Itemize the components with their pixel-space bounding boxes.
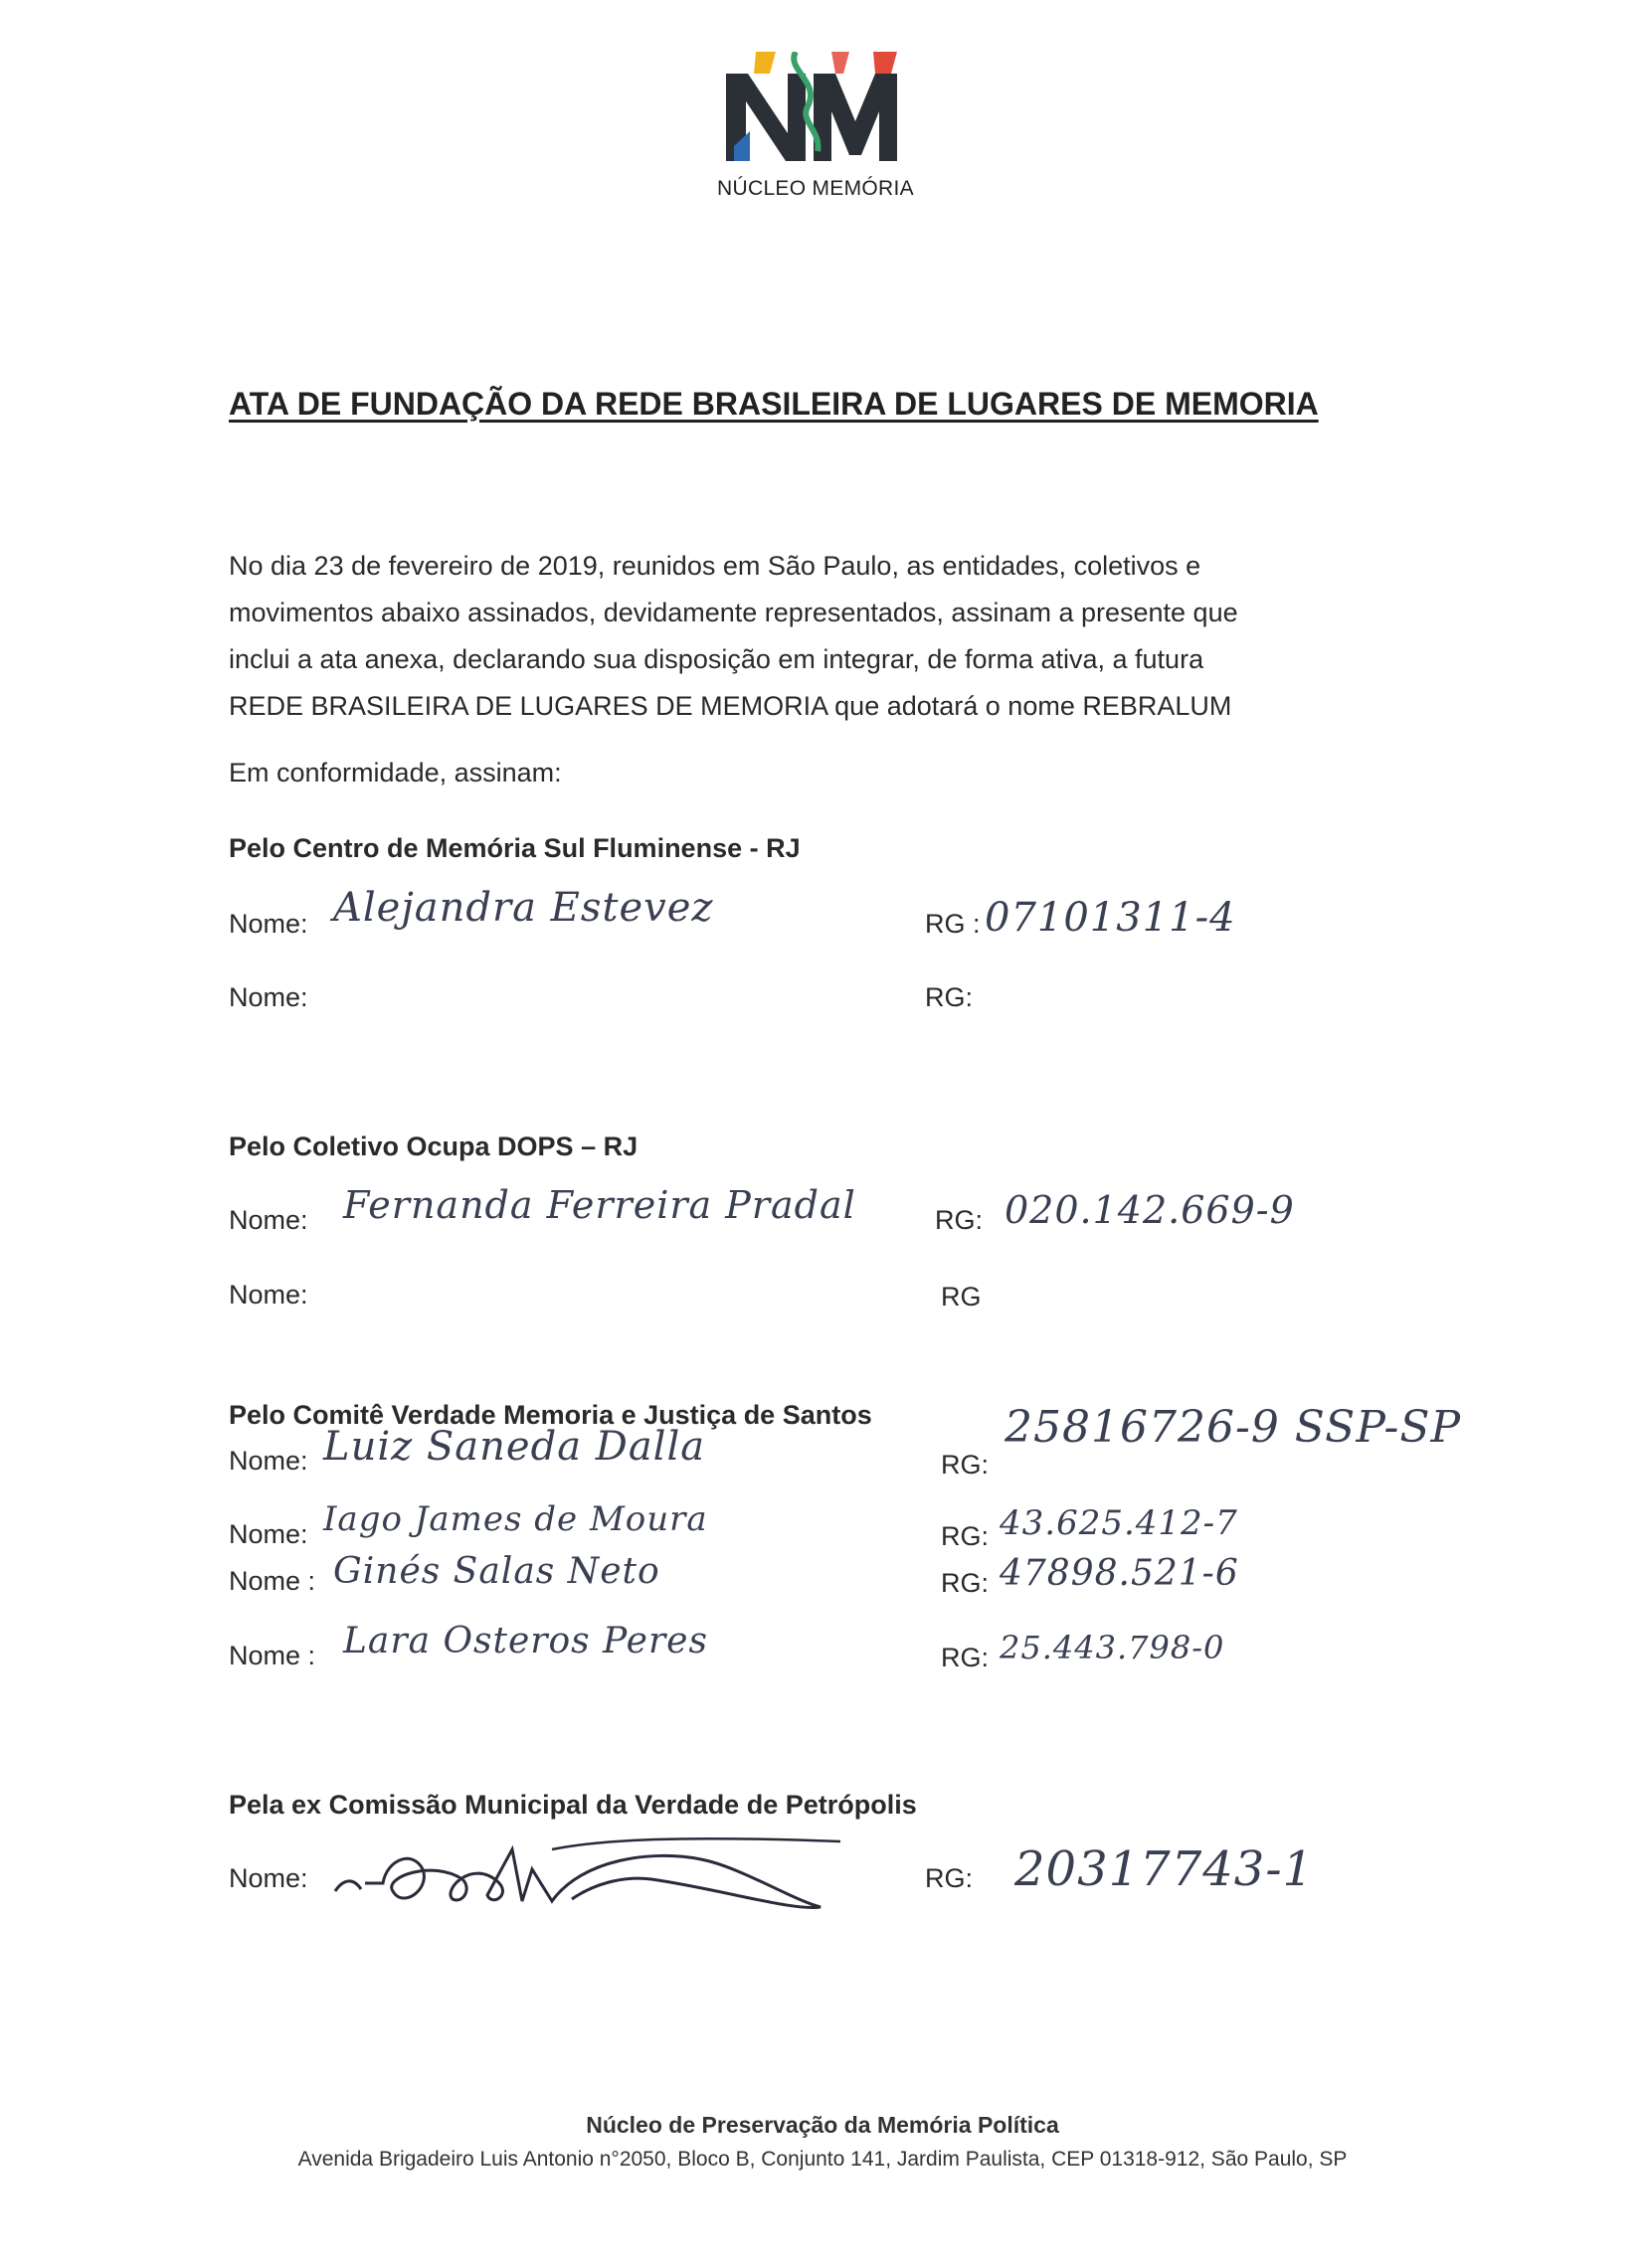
handwritten-name: Fernanda Ferreira Pradal — [343, 1183, 856, 1227]
handwritten-signature — [323, 1820, 840, 1929]
handwritten-name: Ginés Salas Neto — [333, 1551, 660, 1592]
name-label: Nome: — [229, 1519, 308, 1549]
name-label: Nome: — [229, 1863, 308, 1893]
rg-label: RG — [941, 1282, 982, 1311]
name-label: Nome: — [229, 1280, 308, 1309]
handwritten-rg: 25816726-9 SSP-SP — [1005, 1402, 1462, 1453]
name-label: Nome: — [229, 1446, 308, 1476]
handwritten-rg: 020.142.669-9 — [1005, 1188, 1295, 1232]
intro-line: No dia 23 de fevereiro de 2019, reunidos em São Paulo, as entidades, coletivos e — [229, 551, 1201, 581]
name-label: Nome: — [229, 909, 308, 939]
rg-label: RG : — [925, 909, 981, 939]
document-title: ATA DE FUNDAÇÃO DA REDE BRASILEIRA DE LUGARES DE MEMORIA — [229, 386, 1319, 422]
handwritten-name: Lara Osteros Peres — [343, 1621, 708, 1661]
rg-label: RG: — [941, 1521, 990, 1551]
section-title-centro-memoria: Pelo Centro de Memória Sul Fluminense - RJ — [229, 833, 801, 863]
intro-paragraph — [229, 543, 1422, 730]
intro-line: movimentos abaixo assinados, devidamente representados, assinam a presente que — [229, 598, 1238, 627]
rg-label: RG: — [941, 1643, 990, 1672]
handwritten-rg: 43.625.412-7 — [1000, 1503, 1238, 1543]
handwritten-name: Iago James de Moura — [323, 1499, 708, 1539]
handwritten-name: Luiz Saneda Dalla — [323, 1424, 706, 1470]
intro-line: REDE BRASILEIRA DE LUGARES DE MEMORIA que adotará o nome REBRALUM — [229, 691, 1232, 721]
conformity-line: Em conformidade, assinam: — [229, 758, 562, 787]
handwritten-rg: 47898.521-6 — [1000, 1553, 1239, 1594]
section-title-ocupa-dops: Pelo Coletivo Ocupa DOPS – RJ — [229, 1132, 639, 1161]
rg-label: RG: — [935, 1205, 984, 1235]
name-label: Nome: — [229, 982, 308, 1012]
handwritten-name: Alejandra Estevez — [333, 885, 714, 931]
section-title-comissao-petropolis: Pela ex Comissão Municipal da Verdade de Petrópolis — [229, 1790, 917, 1820]
intro-line: inclui a ata anexa, declarando sua disposição em integrar, de forma ativa, a futura — [229, 644, 1204, 674]
rg-label: RG: — [925, 1863, 974, 1893]
name-label: Nome : — [229, 1566, 316, 1596]
logo-caption: NÚCLEO MEMÓRIA — [717, 177, 914, 200]
rg-label: RG: — [941, 1450, 990, 1480]
handwritten-rg: 25.443.798-0 — [1000, 1629, 1225, 1666]
name-label: Nome: — [229, 1205, 308, 1235]
rg-label: RG: — [925, 982, 974, 1012]
footer-organization: Núcleo de Preservação da Memória Política — [586, 2112, 1059, 2138]
section-title-comite-santos: Pelo Comitê Verdade Memoria e Justiça de Santos — [229, 1400, 872, 1430]
rg-label: RG: — [941, 1568, 990, 1598]
footer-address: Avenida Brigadeiro Luis Antonio n°2050, Bloco B, Conjunto 141, Jardim Paulista, CEP 01318-912, São Paulo, SP — [297, 2148, 1348, 2171]
nucleo-memoria-logo — [726, 52, 905, 161]
handwritten-rg: 20317743-1 — [1014, 1841, 1315, 1897]
name-label: Nome : — [229, 1641, 316, 1670]
handwritten-rg: 07101311-4 — [985, 895, 1236, 941]
